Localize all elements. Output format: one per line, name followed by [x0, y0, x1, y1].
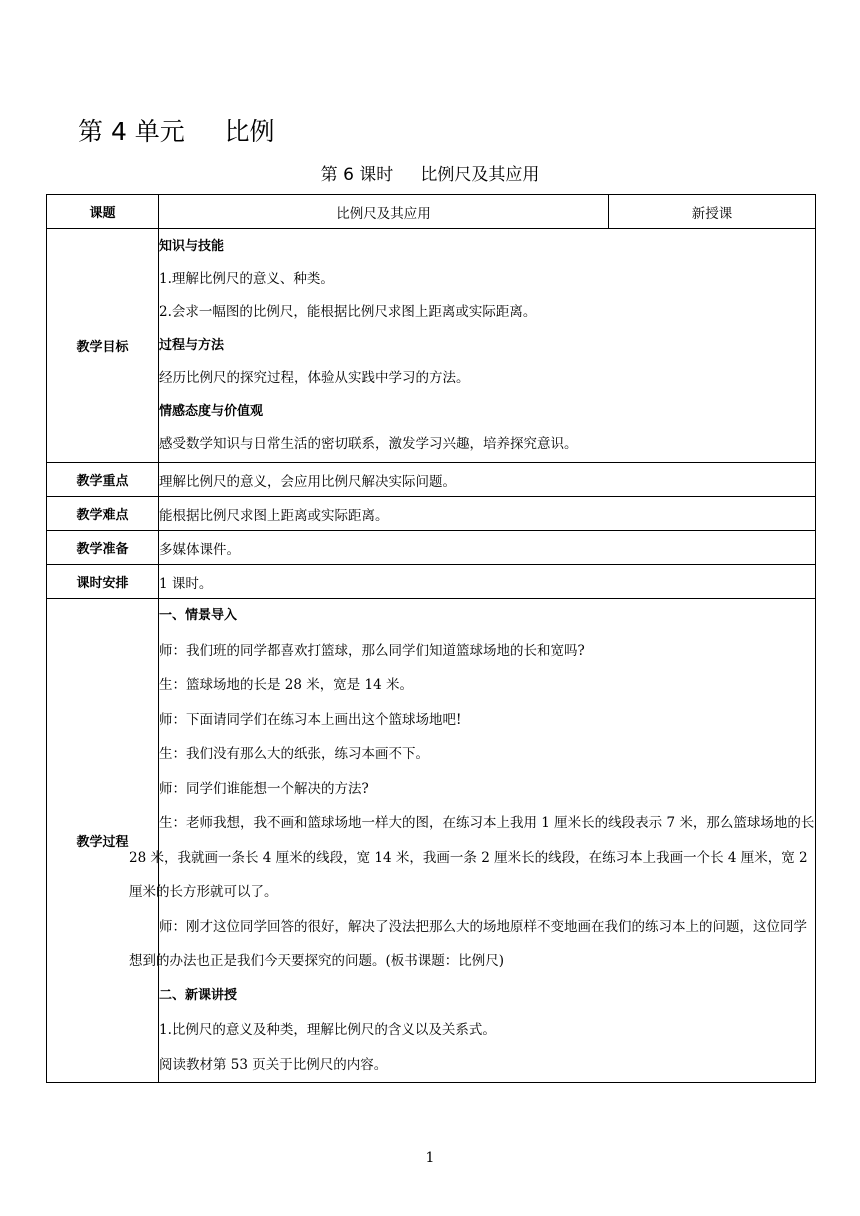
key-point-value: 理解比例尺的意义，会应用比例尺解决实际问题。	[159, 463, 816, 497]
lesson-title: 第 6 课时 比例尺及其应用	[320, 165, 540, 185]
objectives-content	[159, 229, 816, 463]
dialogue-line: 师：我们班的同学都喜欢打篮球，那么同学们知道篮球场地的长和宽吗?	[159, 642, 585, 659]
dialogue-paragraph: 师：刚才这位同学回答的很好，解决了没法把那么大的场地原样不变地画在我们的练习本上的问题，这位同学想到的办法也正是我们今天要探究的问题。(板书课题：比例尺)	[129, 918, 807, 969]
lesson-plan-table	[46, 194, 816, 1083]
preparation-row	[47, 531, 816, 565]
schedule-value: 1 课时。	[159, 565, 816, 599]
dialogue-line: 生：我们没有那么大的纸张，练习本画不下。	[159, 746, 429, 762]
page-number: 1	[425, 1150, 435, 1166]
objective-heading: 过程与方法	[159, 338, 225, 353]
topic-label: 课题	[47, 195, 159, 229]
content-line: 阅读教材第 53 页关于比例尺的内容。	[159, 1056, 388, 1073]
objective-line: 2.会求一幅图的比例尺，能根据比例尺求图上距离或实际距离。	[159, 304, 537, 320]
lesson-type: 新授课	[609, 195, 816, 229]
content-line: 1.比例尺的意义及种类，理解比例尺的含义以及关系式。	[159, 1022, 496, 1038]
process-row	[47, 599, 816, 1083]
difficulty-value: 能根据比例尺求图上距离或实际距离。	[159, 497, 816, 531]
topic-row	[47, 195, 816, 229]
dialogue-line: 生：篮球场地的长是 28 米，宽是 14 米。	[159, 677, 414, 693]
schedule-row	[47, 565, 816, 599]
objective-heading: 情感态度与价值观	[159, 404, 264, 419]
objective-line: 感受数学知识与日常生活的密切联系，激发学习兴趣，培养探究意识。	[159, 436, 578, 452]
section-heading: 一、情景导入	[159, 608, 238, 623]
dialogue-paragraph: 生：老师我想，我不画和篮球场地一样大的图，在练习本上我用 1 厘米长的线段表示 7 米，那么篮球场地的长 28 米，我就画一条长 4 厘米的线段，宽 14 米，我画一条 2 厘米长的线段，在练习本上我画一个长 4 厘米，宽 2 厘米的长方形就可以了。	[129, 815, 815, 900]
objectives-label: 教学目标	[47, 229, 159, 463]
schedule-label: 课时安排	[47, 565, 159, 599]
objective-line: 经历比例尺的探究过程，体验从实践中学习的方法。	[159, 370, 470, 386]
objectives-row	[47, 229, 816, 463]
difficulty-label: 教学难点	[47, 497, 159, 531]
unit-title: 第 4 单元 比例	[78, 117, 275, 146]
dialogue-line: 师：同学们谁能想一个解决的方法?	[159, 780, 369, 797]
dialogue-line: 师：下面请同学们在练习本上画出这个篮球场地吧!	[159, 711, 462, 728]
section-heading: 二、新课讲授	[159, 987, 238, 1003]
preparation-label: 教学准备	[47, 531, 159, 565]
preparation-value: 多媒体课件。	[159, 531, 816, 565]
process-content	[129, 599, 816, 1083]
process-label: 教学过程	[47, 599, 159, 1083]
objective-heading: 知识与技能	[159, 239, 225, 254]
objective-line: 1.理解比例尺的意义、种类。	[159, 271, 334, 287]
key-point-row	[47, 463, 816, 497]
difficulty-row	[47, 497, 816, 531]
topic-value: 比例尺及其应用	[159, 195, 609, 229]
key-point-label: 教学重点	[47, 463, 159, 497]
